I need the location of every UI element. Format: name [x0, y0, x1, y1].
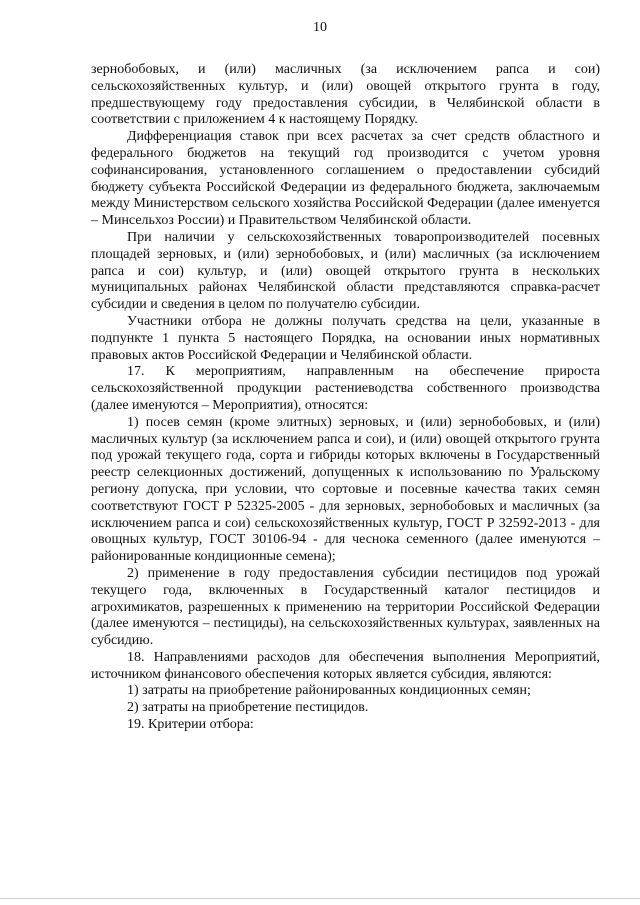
paragraph-continuation: зернобобовых, и (или) масличных (за исключением рапса и сои) сельскохозяйственных культур, и (или) овощей открытого грунта в году, предшествующему году предоставления субсидии, в Челябинской области в соответствии с приложением 4 к настоящему Порядку.: [91, 62, 600, 128]
scan-edge-line: [0, 898, 640, 899]
paragraph-multiple-districts: При наличии у сельскохозяйственных товаропроизводителей посевных площадей зерновых, и (или) зернобобовых, и (или) масличных (за исключением рапса и сои) культур, и (или) овощей открытого грунта в нескольких муниципальных районах Челябинской области представляются справка-расчет субсидии и сведения в целом по получателю субсидии.: [91, 229, 600, 313]
paragraph-17-item-2: 2) применение в году предоставления субсидии пестицидов под урожай текущего года, включенных в Государственный каталог пестицидов и агрохимикатов, разрешенных к применению на территории Российской Федерации (далее именуются – пестициды), на сельскохозяйственных культурах, заявленных на субсидию.: [91, 565, 600, 649]
page-number: 10: [313, 20, 327, 35]
paragraph-18-item-2: 2) затраты на приобретение пестицидов.: [127, 700, 369, 716]
paragraph-18-item-1: 1) затраты на приобретение районированных кондиционных семян;: [127, 683, 531, 699]
paragraph-section-17: 17. К мероприятиям, направленным на обеспечение прироста сельскохозяйственной продукции растениеводства собственного производства (далее именуются – Мероприятия), относятся:: [91, 364, 600, 413]
paragraph-rate-differentiation: Дифференциация ставок при всех расчетах за счет средств областного и федерального бюджетов на текущий год производится с учетом уровня софинансирования, установленного соглашением о предоставлении субсидий бюджету субъекта Российской Федерации из федерального бюджета, заключаемым между Министерством сельского хозяйства Российской Федерации (далее именуется – Минсельхоз России) и Правительством Челябинской области.: [91, 129, 600, 229]
document-body: [91, 62, 600, 734]
paragraph-section-19: 19. Критерии отбора:: [127, 717, 254, 733]
paragraph-17-item-1: 1) посев семян (кроме элитных) зерновых, и (или) зернобобовых, и (или) масличных культур (за исключением рапса и сои), и (или) овощей открытого грунта под урожай текущего года, сорта и гибриды которых включены в Государственный реестр селекционных достижений, допущенных к использованию по Уральскому региону допуска, при условии, что сортовые и посевные качества таких семян соответствуют ГОСТ Р 52325-2005 - для зерновых, зернобобовых и масличных (за исключением рапса и сои) сельскохозяйственных культур, ГОСТ Р 32592-2013 - для овощных культур, ГОСТ 30106-94 - для чеснока семенного (далее именуются – районированные кондиционные семена);: [91, 414, 600, 565]
paragraph-selection-participants: Участники отбора не должны получать средства на цели, указанные в подпункте 1 пункта 5 настоящего Порядка, на основании иных нормативных правовых актов Российской Федерации и Челябинской области.: [91, 313, 600, 363]
paragraph-section-18: 18. Направлениями расходов для обеспечения выполнения Мероприятий, источником финансового обеспечения которых является субсидия, являются:: [91, 649, 600, 682]
